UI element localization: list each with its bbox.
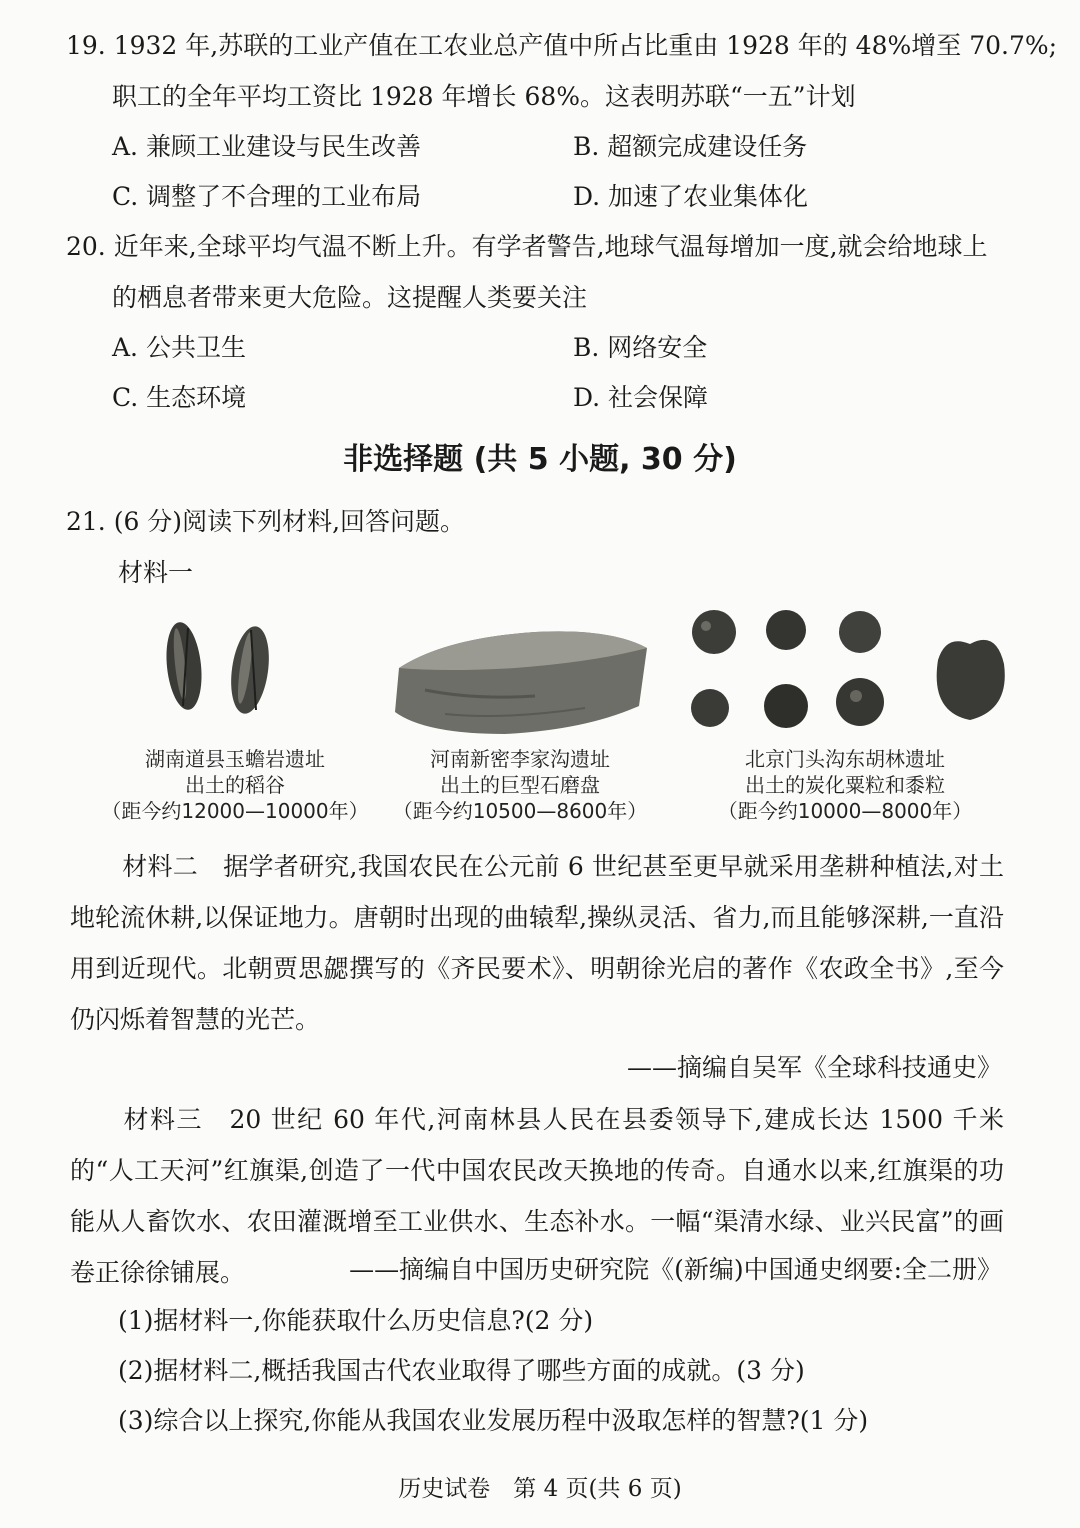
section-title: 非选择题 (共 5 小题, 30 分) — [343, 442, 737, 477]
material1-label: 材料一 — [118, 558, 194, 587]
q19-stem-line2: 职工的全年平均工资比 1928 年增长 68%。这表明苏联“一五”计划 — [112, 82, 856, 111]
rice-grains-image — [150, 600, 290, 730]
sub-question-1: (1)据材料一,你能获取什么历史信息?(2 分) — [118, 1306, 594, 1335]
material3-source: ——摘编自中国历史研究院《(新编)中国通史纲要:全二册》 — [349, 1255, 1002, 1284]
q20-stem-line2: 的栖息者带来更大危险。这提醒人类要关注 — [112, 283, 588, 312]
material3-label: 材料三 — [122, 1105, 203, 1134]
q20-option-a: A. 公共卫生 — [112, 333, 246, 362]
q19-stem-line1: 19. 1932 年,苏联的工业产值在工农业总产值中所占比重由 1928 年的 48%增至 70.7%; — [66, 31, 1058, 60]
carbonized-grains-image — [680, 600, 1030, 740]
material2-source: ——摘编自吴军《全球科技通史》 — [626, 1053, 1002, 1082]
page-footer: 历史试卷 第 4 页(共 6 页) — [398, 1476, 682, 1502]
q21-stem: 21. (6 分)阅读下列材料,回答问题。 — [66, 507, 466, 536]
material3-text: 20 世纪 60 年代,河南林县人民在县委领导下,建成长达 1500 千米的“人工天河”红旗渠,创造了一代中国农民改天换地的传奇。自通水以来,红旗渠的功能从人畜饮水、农田灌溉增至工业供水、生态补水。一幅“渠清水绿、业兴民富”的画卷正徐徐铺展。 — [70, 1105, 1004, 1287]
q19-option-a: A. 兼顾工业建设与民生改善 — [112, 132, 421, 161]
material2-text: 据学者研究,我国农民在公元前 6 世纪甚至更早就采用垄耕种植法,对土地轮流休耕,以保证地力。唐朝时出现的曲辕犁,操纵灵活、省力,而且能够深耕,一直沿用到近现代。北朝贾思勰撰写的《齐民要术》、明朝徐光启的著作《农政全书》,至今仍闪烁着智慧的光芒。 — [70, 852, 1004, 1034]
q20-stem-line1: 20. 近年来,全球平均气温不断上升。有学者警告,地球气温每增加一度,就会给地球上 — [66, 232, 988, 261]
grinding-stone-image — [385, 610, 655, 740]
figure1-caption: 湖南道县玉蟾岩遗址 出土的稻谷 （距今约12000—10000年） — [101, 747, 369, 823]
material2-label: 材料二 — [122, 852, 199, 881]
figure3-caption: 北京门头沟东胡林遗址 出土的炭化粟粒和黍粒 （距今约10000—8000年） — [717, 747, 973, 823]
sub-question-2: (2)据材料二,概括我国古代农业取得了哪些方面的成就。(3 分) — [118, 1356, 805, 1385]
q20-option-c: C. 生态环境 — [112, 383, 247, 412]
q20-option-b: B. 网络安全 — [573, 333, 708, 362]
q19-option-c: C. 调整了不合理的工业布局 — [112, 182, 422, 211]
q20-option-d: D. 社会保障 — [573, 383, 709, 412]
q19-option-b: B. 超额完成建设任务 — [573, 132, 808, 161]
q19-option-d: D. 加速了农业集体化 — [573, 182, 809, 211]
figure2-caption: 河南新密李家沟遗址 出土的巨型石磨盘 （距今约10500—8600年） — [392, 747, 648, 823]
material2-paragraph — [70, 841, 1004, 1045]
sub-question-3: (3)综合以上探究,你能从我国农业发展历程中汲取怎样的智慧?(1 分) — [118, 1406, 869, 1435]
